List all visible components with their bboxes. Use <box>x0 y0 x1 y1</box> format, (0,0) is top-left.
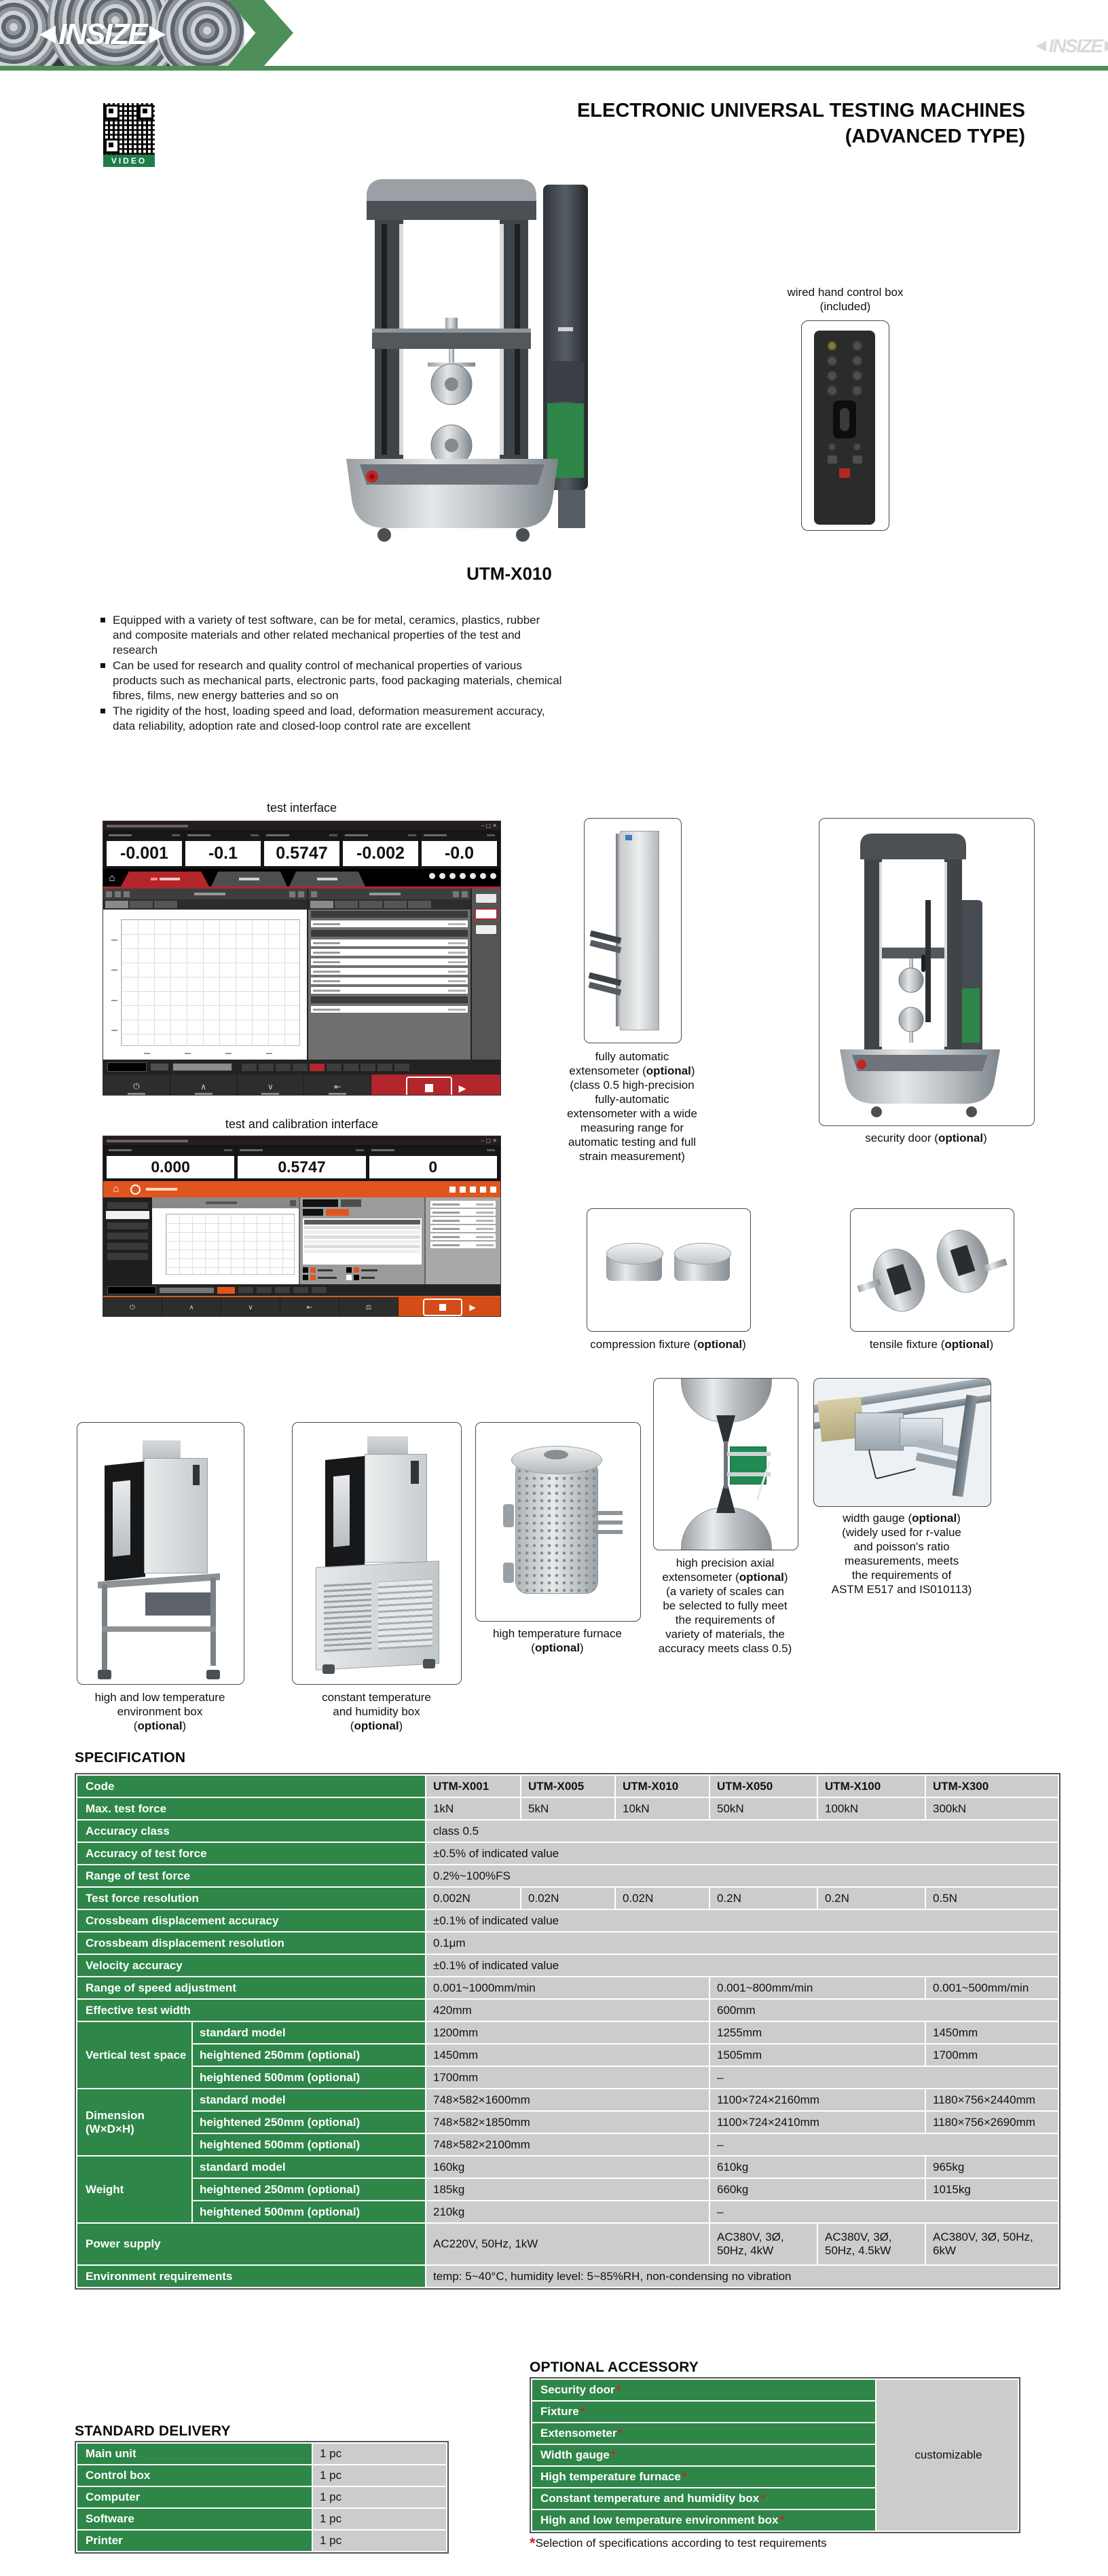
feature-text: Equipped with a variety of test software, can be for metal, ceramics, plastics, rubber and composite materials and other related mechanical properties of the test and research <box>113 614 540 656</box>
readout-row <box>103 1145 500 1181</box>
asterisk: * <box>779 2514 785 2526</box>
table-row: heightened 500mm (optional) 210kg – <box>77 2201 1058 2222</box>
furnace-caption: high temperature furnace (optional) <box>493 1627 622 1654</box>
table-row: Effective test width 420mm 600mm <box>77 2000 1058 2021</box>
table-row: Test force resolution 0.002N 0.02N 0.02N 0.2N 0.2N 0.5N <box>77 1888 1058 1909</box>
joystick <box>833 400 856 438</box>
table-row: High temperature furnace * <box>532 2467 1018 2487</box>
table-row: Weight standard model 160kg 610kg 965kg <box>77 2157 1058 2178</box>
watermark-text: INSIZE <box>1048 35 1102 56</box>
table-row: Security door * customizable <box>532 2380 1018 2400</box>
const-temp-humidity-box-photo <box>292 1422 462 1685</box>
high-low-temp-box-caption: high and low temperature environment box (optional) <box>94 1691 225 1732</box>
watermark-right-arrow-icon <box>1105 41 1108 52</box>
tab-bar <box>103 869 500 886</box>
video-qr-code <box>103 103 155 155</box>
auto-extensometer-caption: fully automatic extensometer (optional) (class 0.5 high-precision fully-automatic extensometer with a wide measuring range for automatic testing and full strain measurement) <box>567 1050 697 1163</box>
asterisk: * <box>618 2427 623 2440</box>
readout-value: -0.002 <box>343 841 418 866</box>
compression-fixture-caption: compression fixture (optional) <box>590 1338 746 1351</box>
feature-item <box>100 704 562 734</box>
optional-accessory-heading: OPTIONAL ACCESSORY <box>530 2359 699 2375</box>
logo-text: INSIZE <box>58 18 147 51</box>
table-row: Crossbeam displacement accuracy ±0.1% of indicated value <box>77 1910 1058 1931</box>
table-row: Max. test force 1kN 5kN 10kN 50kN 100kN 300kN <box>77 1798 1058 1819</box>
security-door-caption: security door (optional) <box>865 1132 987 1144</box>
hand-control-note-line2: (included) <box>819 300 871 313</box>
axial-extensometer-photo <box>653 1378 798 1550</box>
tensile-fixture-caption: tensile fixture (optional) <box>869 1338 994 1351</box>
axial-extensometer-caption: high precision axial extensometer (optional) (a variety of scales can be selected to fully meet the requirements of variety of materials, the accuracy meets class 0.5) <box>658 1556 792 1655</box>
calibration-chart <box>152 1208 299 1284</box>
table-row: heightened 250mm (optional) 185kg 660kg 1015kg <box>77 2179 1058 2200</box>
asterisk: * <box>682 2470 687 2483</box>
asterisk: * <box>580 2405 585 2418</box>
logo-left-arrow-icon <box>39 26 56 43</box>
table-row: Constant temperature and humidity box * <box>532 2488 1018 2509</box>
compression-fixture-photo <box>587 1208 751 1332</box>
readout-value: -0.0 <box>422 841 497 866</box>
table-row: heightened 250mm (optional) 748×582×1850mm 1100×724×2410mm 1180×756×2690mm <box>77 2112 1058 2133</box>
readout-value: 0 <box>369 1156 497 1178</box>
home-icon: ⌂ <box>113 1183 119 1195</box>
bullet-icon <box>100 709 105 713</box>
feature-text: Can be used for research and quality control of mechanical properties of various products such as mechanical parts, electronic parts, food packaging materials, chemical fibres, films, new energy batteries and so on <box>113 659 562 702</box>
table-row: Width gauge * <box>532 2445 1018 2465</box>
hand-control-note-line1: wired hand control box <box>787 286 904 299</box>
table-row: Code UTM-X001 UTM-X005 UTM-X010 UTM-X050 UTM-X100 UTM-X300 <box>77 1776 1058 1797</box>
asterisk: * <box>610 2448 616 2461</box>
asterisk: * <box>616 2383 621 2396</box>
optional-accessory-table <box>530 2377 1020 2533</box>
table-row: Main unit 1 pc <box>77 2444 446 2464</box>
feature-item <box>100 613 562 658</box>
width-gauge-caption: width gauge (optional) (widely used for r-value and poisson's ratio measurements, meets the requirements of ASTM E517 and IS010113) <box>831 1512 972 1596</box>
asterisk: * <box>530 2535 536 2552</box>
hand-control-box-photo <box>801 320 889 531</box>
readout-value: 0.5747 <box>264 841 339 866</box>
customizable-cell: customizable <box>876 2380 1018 2531</box>
calibration-interface-label: test and calibration interface <box>225 1117 379 1131</box>
security-door-photo <box>819 818 1035 1126</box>
page-title <box>577 98 1025 149</box>
specification-heading: SPECIFICATION <box>75 1750 186 1766</box>
table-row: Software 1 pc <box>77 2509 446 2529</box>
auto-extensometer-photo <box>584 818 682 1043</box>
table-row: Crossbeam displacement resolution 0.1μm <box>77 1933 1058 1954</box>
logo-right-arrow-icon <box>149 26 166 43</box>
table-row: Fixture * <box>532 2402 1018 2422</box>
hand-control-note <box>740 285 950 314</box>
video-label: VIDEO <box>103 155 155 167</box>
specification-table <box>75 1773 1060 2290</box>
table-row: Dimension (W×D×H) standard model 748×582×1600mm 1100×724×2160mm 1180×756×2440mm <box>77 2089 1058 2110</box>
table-row: Velocity accuracy ±0.1% of indicated value <box>77 1955 1058 1976</box>
width-gauge-photo <box>813 1378 991 1507</box>
table-row: heightened 250mm (optional) 1450mm 1505mm 1700mm <box>77 2045 1058 2066</box>
stop-button <box>839 468 850 478</box>
calibration-interface-screenshot: ‒ ▢ ✕ 0.000 0.5747 0 ⌂ ⏻ ∧ ∨ ⇤ ⚖ ▶ <box>103 1136 500 1316</box>
table-row: Vertical test space standard model 1200mm 1255mm 1450mm <box>77 2022 1058 2043</box>
readout-value: 0.000 <box>107 1156 234 1178</box>
table-row: Control box 1 pc <box>77 2465 446 2486</box>
standard-delivery-heading: STANDARD DELIVERY <box>75 2423 231 2439</box>
table-row: Accuracy of test force ±0.5% of indicated value <box>77 1843 1058 1864</box>
active-tab <box>121 872 209 886</box>
table-row: Extensometer * <box>532 2423 1018 2444</box>
readout-row <box>103 830 500 869</box>
tensile-fixture-photo <box>850 1208 1014 1332</box>
const-temp-humidity-box-caption: constant temperature and humidity box (optional) <box>322 1691 431 1732</box>
readout-value: -0.1 <box>185 841 261 866</box>
table-row: heightened 500mm (optional) 1700mm – <box>77 2067 1058 2088</box>
table-row: Printer 1 pc <box>77 2531 446 2551</box>
toolbar-icons <box>429 873 496 879</box>
table-row: Environment requirements temp: 5~40°C, humidity level: 5~85%RH, non-condensing no vibration <box>77 2266 1058 2287</box>
page-title-line1: ELECTRONIC UNIVERSAL TESTING MACHINES <box>576 100 1025 122</box>
table-row: heightened 500mm (optional) 748×582×2100mm – <box>77 2134 1058 2155</box>
footnote: *Selection of specifications according to test requirements <box>530 2535 827 2552</box>
test-interface-screenshot: ‒ ▢ ✕ -0.001 -0.1 0.5747 -0.002 -0.0 ⌂ ⏻ ∧ ∨ ⇤ ▶ <box>103 821 500 1095</box>
test-interface-label: test interface <box>266 801 337 815</box>
table-row: Accuracy class class 0.5 <box>77 1821 1058 1842</box>
bullet-icon <box>100 618 105 622</box>
table-row: High and low temperature environment box * <box>532 2510 1018 2531</box>
feature-item <box>100 658 562 703</box>
test-chart <box>103 910 307 1060</box>
table-row: Computer 1 pc <box>77 2487 446 2507</box>
furnace-photo <box>475 1422 641 1622</box>
bullet-icon <box>100 663 105 668</box>
asterisk: * <box>760 2492 765 2505</box>
watermark-left-arrow-icon <box>1036 41 1046 52</box>
insize-watermark <box>1036 35 1108 57</box>
insize-logo <box>39 18 166 52</box>
readout-value: -0.001 <box>107 841 182 866</box>
header-rule <box>0 66 1108 71</box>
table-row: Power supply AC220V, 50Hz, 1kW AC380V, 3Ø, 50Hz, 4kW AC380V, 3Ø, 50Hz, 4.5kW AC380V, 3Ø, 50Hz, 6kW <box>77 2224 1058 2264</box>
readout-value: 0.5747 <box>238 1156 365 1178</box>
home-icon: ⌂ <box>109 872 115 884</box>
table-row: Range of test force 0.2%~100%FS <box>77 1865 1058 1886</box>
table-row: Range of speed adjustment 0.001~1000mm/min 0.001~800mm/min 0.001~500mm/min <box>77 1977 1058 1998</box>
high-low-temp-box-photo <box>77 1422 244 1685</box>
machine-photo <box>319 157 699 558</box>
feature-list <box>100 613 562 734</box>
header-photo <box>0 0 244 66</box>
remote-body <box>814 331 875 525</box>
gear-image <box>156 0 244 66</box>
feature-text: The rigidity of the host, loading speed and load, deformation measurement accuracy, data reliability, adoption rate and closed-loop control rate are excellent <box>113 705 545 732</box>
page-title-line2: (ADVANCED TYPE) <box>845 126 1025 147</box>
model-name: UTM-X010 <box>466 563 552 584</box>
standard-delivery-table <box>75 2441 449 2554</box>
